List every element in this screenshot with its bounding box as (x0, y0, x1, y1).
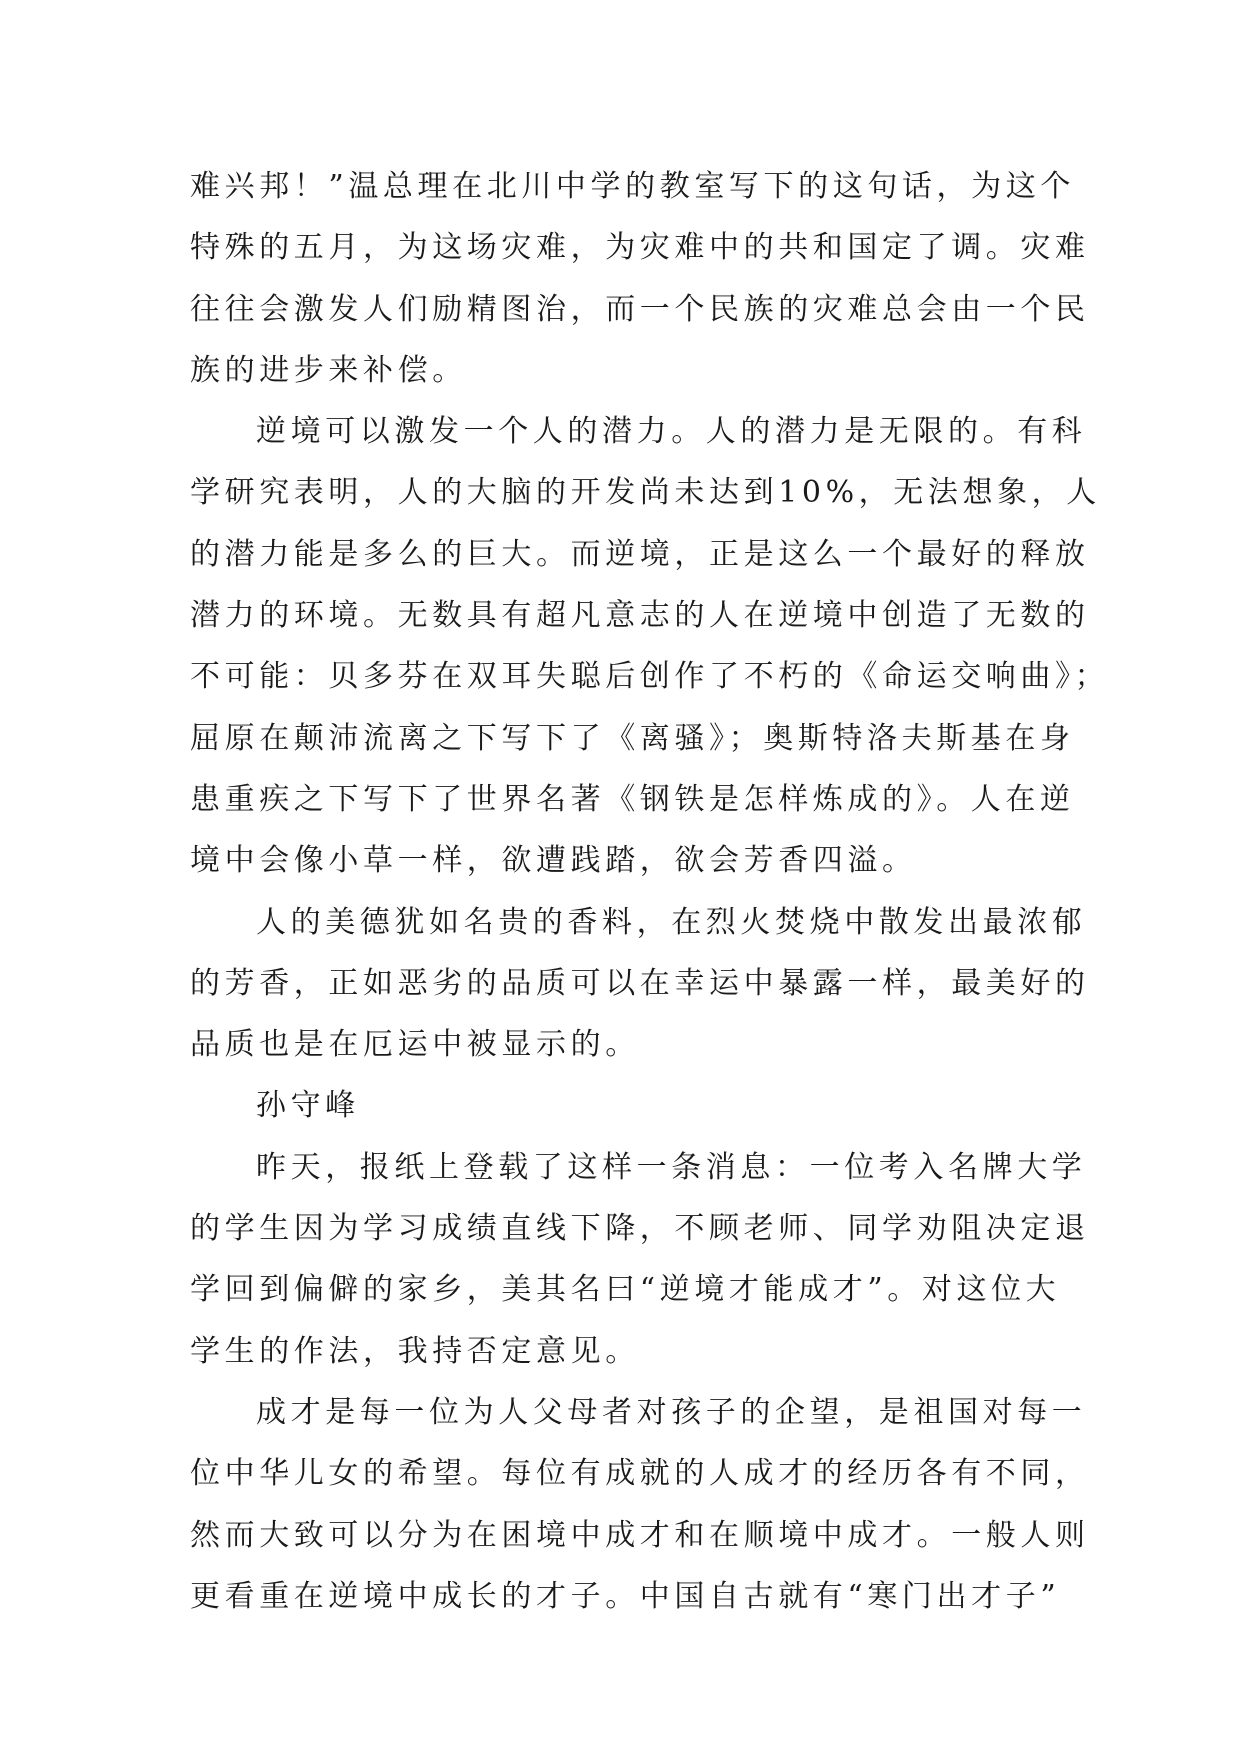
paragraph-first-line: 昨天，报纸上登载了这样一条消息：一位考入名牌大学 (256, 1149, 1087, 1185)
text-line: 品质也是在厄运中被显示的。 (190, 1027, 640, 1063)
paragraph-first-line: 逆境可以激发一个人的潜力。人的潜力是无限的。有科 (256, 414, 1087, 450)
paragraph-first-line: 人的美德犹如名贵的香料，在烈火焚烧中散发出最浓郁 (256, 904, 1087, 940)
text-line: 学生的作法，我持否定意见。 (190, 1333, 640, 1369)
text-line: 然而大致可以分为在困境中成才和在顺境中成才。一般人则 (190, 1517, 1090, 1553)
text-line: 潜力的环境。无数具有超凡意志的人在逆境中创造了无数的 (190, 598, 1090, 634)
text-line: 难兴邦！”温总理在北川中学的教室写下的这句话，为这个 (190, 169, 1075, 204)
text-line: 往往会激发人们励精图治，而一个民族的灾难总会由一个民 (190, 291, 1090, 327)
text-line: 学回到偏僻的家乡，美其名曰“逆境才能成才”。对这位大 (190, 1272, 1061, 1308)
author-name: 孙守峰 (256, 1088, 360, 1124)
text-line: 特殊的五月，为这场灾难，为灾难中的共和国定了调。灾难 (190, 230, 1090, 266)
text-line: 不可能：贝多芬在双耳失聪后创作了不朽的《命运交响曲》； (190, 659, 1110, 695)
text-line: 族的进步来补偿。 (190, 352, 467, 388)
body-text (190, 156, 1110, 1627)
text-line: 患重疾之下写下了世界名著《钢铁是怎样炼成的》。人在逆 (190, 781, 1075, 817)
paragraph-first-line: 成才是每一位为人父母者对孩子的企望，是祖国对每一 (256, 1394, 1087, 1430)
text-line: 的潜力能是多么的巨大。而逆境，正是这么一个最好的释放 (190, 536, 1090, 572)
text-line: 屈原在颠沛流离之下写下了《离骚》；奥斯特洛夫斯基在身 (190, 720, 1075, 756)
text-line: 境中会像小草一样，欲遭践踏，欲会芳香四溢。 (190, 843, 917, 879)
text-line: 更看重在逆境中成长的才子。中国自古就有“寒门出才子” (190, 1578, 1061, 1614)
text-line: 的学生因为学习成绩直线下降，不顾老师、同学劝阻决定退 (190, 1211, 1090, 1247)
text-line: 的芳香，正如恶劣的品质可以在幸运中暴露一样，最美好的 (190, 965, 1090, 1001)
text-line: 学研究表明，人的大脑的开发尚未达到10%，无法想象，人 (190, 475, 1101, 511)
text-line: 位中华儿女的希望。每位有成就的人成才的经历各有不同， (190, 1456, 1090, 1492)
